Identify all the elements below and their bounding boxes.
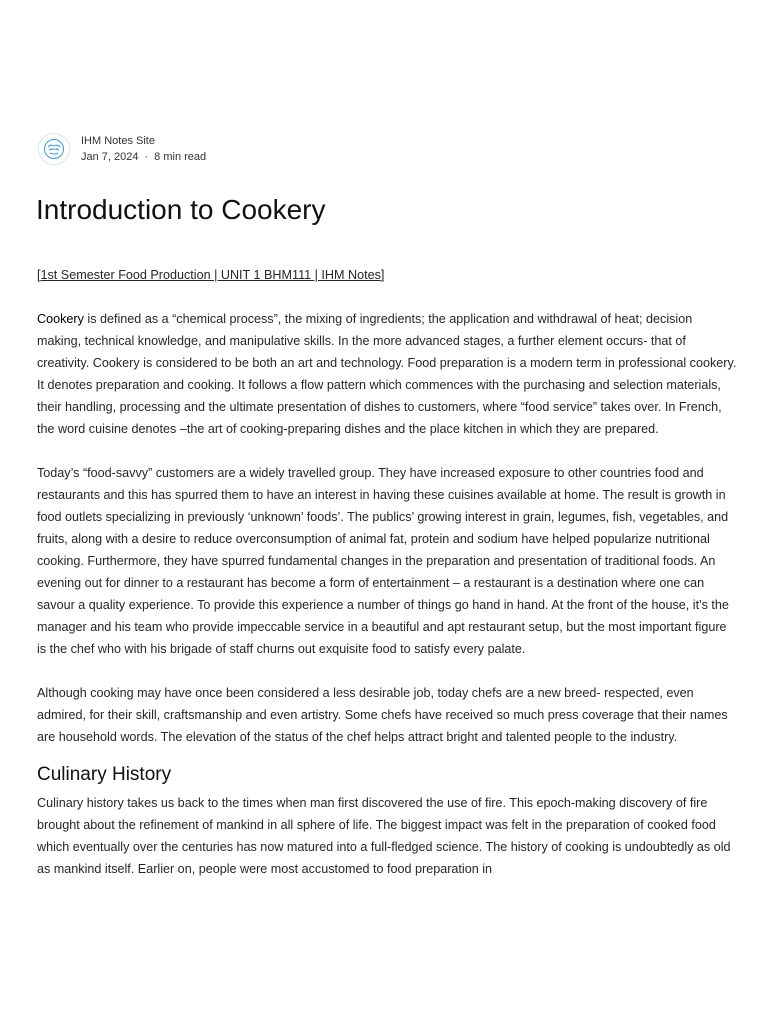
paragraph-intro-text: is defined as a “chemical process”, the mixing of ingredients; the application and withdrawal of heat; decision making, technical knowledge, and manipulative skills. In the more advanced stages, a further element occurs- that of creativity. Cookery is considered to be both an art and technology. Food preparation is a modern term in professional cookery. It denotes preparation and cooking. It follows a flow pattern which commences with the purchasing and selection materials, their handling, processing and the ultimate presentation of dishes to customers, where “food service” takes over. In French, the word cuisine denotes –the art of cooking-preparing dishes and the place kitchen in which they are prepared. xyxy=(37,312,737,436)
post-content xyxy=(37,264,737,902)
meta-separator: · xyxy=(144,151,149,163)
breadcrumb-link[interactable]: 1st Semester Food Production | UNIT 1 BHM111 | IHM Notes xyxy=(40,268,381,282)
post-date: Jan 7, 2024 xyxy=(81,151,139,163)
site-logo-icon xyxy=(43,138,65,160)
post-meta xyxy=(81,133,206,165)
author-row xyxy=(38,133,206,165)
paragraph-culinary-history: Culinary history takes us back to the times when man first discovered the use of fire. This epoch-making discovery of fire brought about the refinement of mankind in all sphere of life. The biggest impact was felt in the preparation of cooked food which eventually over the centuries has now matured into a full-fledged science. The history of cooking is undoubtedly as old as mankind itself. Earlier on, people were most accustomed to food preparation in xyxy=(37,796,731,876)
paragraph-customers: Today’s “food-savvy” customers are a widely travelled group. They have increased exposure to other countries food and restaurants and this has spurred them to have an interest in having these cuisines available at home. The result is growth in food outlets specializing in previously ‘unknown’ foods’. The publics’ growing interest in grain, legumes, fish, vegetables, and fruits, along with a desire to reduce overconsumption of animal fat, protein and sodium have helped popularize nutritional cooking. Furthermore, they have spurred fundamental changes in the preparation and presentation of traditional foods. An evening out for dinner to a restaurant has become a form of entertainment – a restaurant is a destination where one can savour a quality experience. To provide this experience a number of things go hand in hand. At the front of the house, it’s the manager and his team who provide impeccable service in a beautiful and apt restaurant setup, but the most important figure is the chef who with his brigade of staff churns out exquisite food to satisfy every palate. xyxy=(37,466,729,656)
avatar[interactable] xyxy=(38,133,70,165)
paragraph-intro xyxy=(37,308,737,440)
author-name[interactable]: IHM Notes Site xyxy=(81,135,155,147)
breadcrumb-open: [ xyxy=(37,268,41,282)
post-meta-details xyxy=(81,149,206,165)
breadcrumb xyxy=(37,264,737,286)
cookery-link[interactable]: Cookery xyxy=(37,312,84,326)
post-title: Introduction to Cookery xyxy=(36,194,326,225)
section-heading-culinary-history: Culinary History xyxy=(37,764,172,785)
read-time: 8 min read xyxy=(154,151,207,163)
paragraph-chefs: Although cooking may have once been considered a less desirable job, today chefs are a new breed- respected, even admired, for their skill, craftsmanship and even artistry. Some chefs have received so much press coverage that their names are household words. The elevation of the status of the chef helps attract bright and talented people to the industry. xyxy=(37,686,728,744)
breadcrumb-close: ] xyxy=(380,268,385,282)
